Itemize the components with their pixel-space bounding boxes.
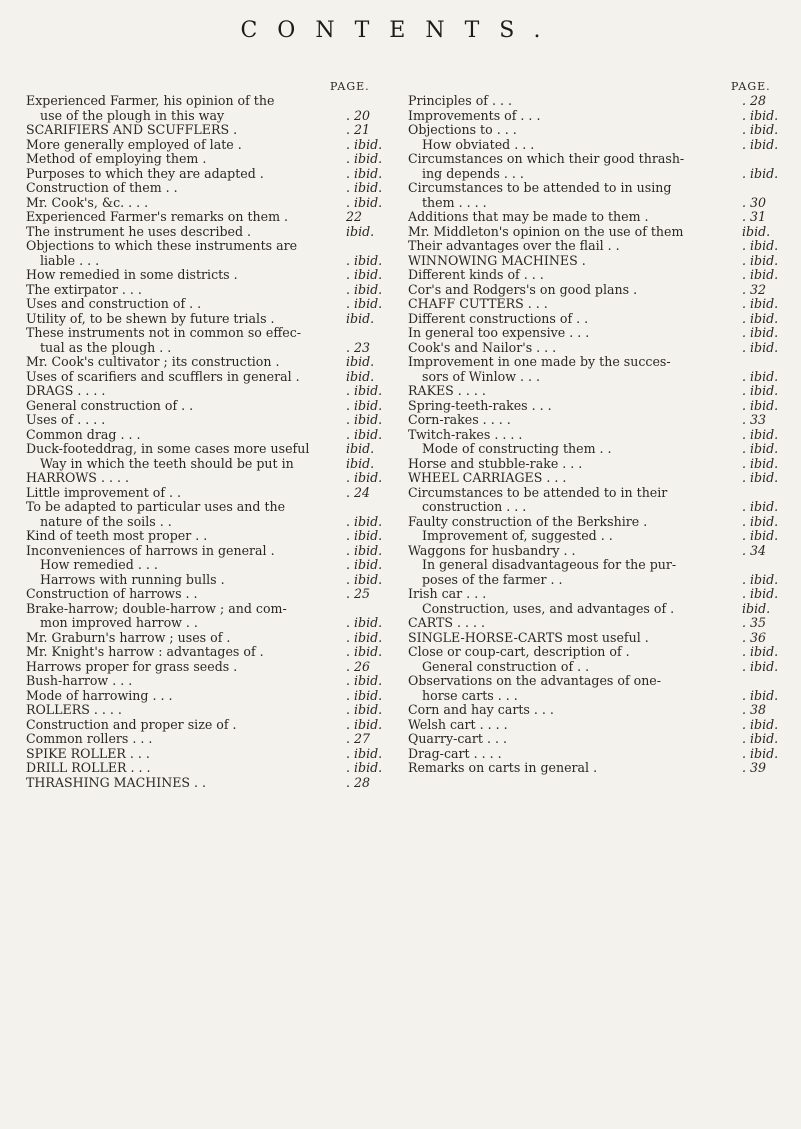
toc-entry bbox=[408, 310, 779, 327]
toc-entry-title: CHAFF CUTTERS . . . bbox=[408, 296, 548, 311]
toc-entry bbox=[26, 397, 383, 414]
toc-entry-title: How remedied . . . bbox=[40, 557, 158, 572]
toc-entry-page: . ibid. bbox=[742, 455, 779, 471]
toc-entry bbox=[26, 702, 383, 718]
toc-entry bbox=[26, 571, 383, 588]
toc-entry bbox=[26, 732, 380, 747]
toc-entry-page: . ibid. bbox=[742, 383, 779, 398]
toc-entry-page: . 39 bbox=[742, 760, 767, 775]
toc-entry bbox=[26, 355, 380, 370]
toc-entry-title: Uses of scarifiers and scufflers in general . bbox=[26, 368, 300, 384]
toc-entry-title: Drag-cart . . . . bbox=[408, 745, 502, 761]
toc-entry-page: . ibid. bbox=[742, 658, 779, 674]
toc-entry-page: . ibid. bbox=[742, 252, 779, 268]
toc-entry bbox=[26, 513, 383, 530]
toc-entry bbox=[26, 760, 383, 776]
toc-entry-title: Twitch-rakes . . . . bbox=[408, 426, 523, 442]
toc-entry-title: More generally employed of late . bbox=[26, 136, 242, 152]
toc-entry-title: CARTS . . . . bbox=[408, 615, 486, 630]
toc-entry-title: nature of the soils . . bbox=[40, 513, 172, 529]
toc-entry bbox=[26, 180, 383, 196]
toc-entry-title: SCARIFIERS AND SCUFFLERS . bbox=[26, 122, 238, 137]
toc-entry-title: Mr. Cook's, &c. . . . bbox=[26, 194, 149, 210]
toc-entry-title: Waggons for husbandry . . bbox=[408, 542, 576, 558]
toc-entry-title: Additions that may be made to them . bbox=[408, 209, 649, 224]
toc-entry-page: . 33 bbox=[742, 412, 767, 427]
toc-entry bbox=[26, 644, 383, 660]
toc-entry-page: . 24 bbox=[346, 484, 371, 500]
toc-entry-title: Inconveniences of harrows in general . bbox=[26, 542, 275, 558]
toc-entry-title: Experienced Farmer, his opinion of the bbox=[26, 93, 275, 108]
toc-entry-title: THRASHING MACHINES . . bbox=[26, 774, 207, 790]
toc-entry-page: . ibid. bbox=[346, 542, 383, 558]
toc-entry-title: SINGLE-HORSE-CARTS most useful . bbox=[408, 629, 649, 645]
toc-entry bbox=[26, 542, 383, 559]
toc-entry-title: HARROWS . . . . bbox=[26, 470, 129, 485]
toc-entry-title: Construction and proper size of . bbox=[26, 716, 237, 732]
toc-entry bbox=[408, 745, 779, 762]
toc-entry-page: . ibid. bbox=[346, 716, 383, 732]
toc-entry bbox=[26, 776, 380, 791]
toc-entry bbox=[408, 325, 779, 341]
toc-entry-page: . 36 bbox=[742, 629, 767, 645]
toc-entry-page: . ibid. bbox=[346, 194, 383, 210]
toc-entry bbox=[408, 296, 779, 312]
right-column bbox=[408, 93, 779, 776]
toc-entry-title: WHEEL CARRIAGES . . . bbox=[408, 470, 567, 485]
toc-entry-page: . ibid. bbox=[346, 629, 383, 645]
toc-entry-title: Corn-rakes . . . . bbox=[408, 412, 511, 427]
toc-entry-title: Remarks on carts in general . bbox=[408, 760, 598, 775]
toc-entry bbox=[26, 326, 380, 341]
toc-entry bbox=[408, 368, 779, 385]
toc-entry-title: poses of the farmer . . bbox=[422, 571, 563, 587]
toc-entry-title: Harrows with running bulls . bbox=[40, 571, 225, 587]
toc-entry-title: Construction of them . . bbox=[26, 180, 178, 195]
toc-entry-page: ibid. bbox=[346, 441, 375, 456]
toc-entry-title: Uses of . . . . bbox=[26, 412, 106, 427]
toc-entry-page: ibid. bbox=[346, 310, 375, 326]
toc-entry bbox=[26, 312, 380, 327]
toc-entry bbox=[408, 181, 776, 196]
toc-entry bbox=[408, 283, 776, 298]
toc-entry bbox=[26, 745, 383, 762]
toc-entry bbox=[408, 94, 776, 109]
toc-entry-title: Experienced Farmer's remarks on them . bbox=[26, 209, 289, 224]
toc-entry-page: . ibid. bbox=[742, 426, 779, 442]
toc-entry-title: Kind of teeth most proper . . bbox=[26, 528, 208, 543]
toc-entry bbox=[408, 165, 779, 182]
toc-entry bbox=[408, 107, 779, 124]
left-page-label: PAGE. bbox=[330, 80, 370, 93]
toc-entry-title: Improvement in one made by the succes- bbox=[408, 354, 671, 369]
toc-entry-title: RAKES . . . . bbox=[408, 383, 486, 398]
toc-entry-title: Utility of, to be shewn by future trials . bbox=[26, 310, 275, 326]
toc-entry bbox=[408, 761, 776, 776]
toc-entry-title: Corn and hay carts . . . bbox=[408, 702, 554, 717]
toc-entry bbox=[26, 94, 380, 109]
toc-entry-title: Objections to which these instruments are bbox=[26, 238, 298, 253]
toc-entry bbox=[26, 296, 383, 312]
toc-entry-title: liable . . . bbox=[40, 252, 100, 268]
toc-entry bbox=[408, 426, 779, 443]
toc-entry bbox=[408, 252, 779, 269]
toc-entry-title: Mr. Middleton's opinion on the use of them bbox=[408, 223, 684, 239]
contents-heading: CONTENTS. bbox=[240, 18, 561, 43]
right-page-label: PAGE. bbox=[731, 80, 771, 93]
toc-entry bbox=[408, 571, 779, 588]
toc-entry-page: . ibid. bbox=[346, 412, 383, 427]
toc-entry-title: Harrows proper for grass seeds . bbox=[26, 658, 238, 674]
toc-entry bbox=[408, 122, 779, 138]
toc-entry-title: Different constructions of . . bbox=[408, 310, 589, 326]
toc-entry-title: ROLLERS . . . . bbox=[26, 702, 122, 717]
toc-entry bbox=[408, 616, 776, 631]
toc-entry-title: ing depends . . . bbox=[422, 165, 524, 181]
toc-entry bbox=[26, 528, 383, 544]
toc-entry-page: . ibid. bbox=[346, 513, 383, 529]
toc-entry bbox=[26, 194, 383, 211]
toc-entry-title: To be adapted to particular uses and the bbox=[26, 499, 286, 514]
toc-entry-title: Quarry-cart . . . bbox=[408, 731, 508, 746]
toc-entry-title: DRILL ROLLER . . . bbox=[26, 760, 151, 775]
toc-entry-page: . ibid. bbox=[346, 165, 383, 181]
toc-entry-page: . ibid. bbox=[742, 368, 779, 384]
toc-entry-title: horse carts . . . bbox=[422, 687, 518, 703]
toc-entry-title: Little improvement of . . bbox=[26, 484, 182, 500]
toc-entry bbox=[26, 165, 383, 182]
toc-entry bbox=[26, 629, 383, 646]
toc-entry-title: Circumstances to be attended to in using bbox=[408, 180, 672, 195]
toc-entry bbox=[408, 486, 776, 501]
toc-entry-page: . ibid. bbox=[346, 383, 383, 398]
toc-entry-page: . ibid. bbox=[742, 310, 779, 326]
toc-entry-title: Method of employing them . bbox=[26, 151, 207, 166]
toc-entry bbox=[26, 557, 383, 573]
toc-entry-title: use of the plough in this way bbox=[40, 107, 225, 123]
toc-entry bbox=[26, 457, 380, 472]
toc-entry bbox=[26, 673, 383, 689]
toc-entry bbox=[26, 412, 383, 428]
toc-entry-title: Principles of . . . bbox=[408, 93, 512, 108]
toc-entry bbox=[408, 687, 779, 704]
toc-entry bbox=[408, 631, 776, 646]
toc-entry-page: ibid. bbox=[742, 600, 771, 616]
toc-entry-page: . ibid. bbox=[346, 296, 383, 311]
toc-entry-page: . ibid. bbox=[742, 644, 779, 659]
toc-entry-page: . 26 bbox=[346, 658, 371, 674]
toc-entry-title: General construction of . . bbox=[26, 397, 194, 413]
toc-entry bbox=[26, 239, 380, 254]
toc-entry-title: Purposes to which they are adapted . bbox=[26, 165, 264, 181]
toc-entry-title: Objections to . . . bbox=[408, 122, 517, 137]
toc-entry-page: . ibid. bbox=[742, 470, 779, 485]
toc-entry-page: . ibid. bbox=[346, 397, 383, 413]
toc-entry-page: . ibid. bbox=[346, 557, 383, 572]
toc-entry-title: How obviated . . . bbox=[422, 136, 535, 152]
toc-entry bbox=[26, 716, 383, 733]
toc-entry bbox=[26, 252, 383, 269]
toc-entry-title: Common rollers . . . bbox=[26, 731, 153, 746]
toc-entry bbox=[408, 674, 776, 689]
toc-entry-page: . ibid. bbox=[346, 180, 383, 195]
toc-entry-page: . 32 bbox=[742, 281, 767, 297]
toc-entry-page: . ibid. bbox=[346, 702, 383, 717]
toc-entry-title: Construction, uses, and advantages of . bbox=[422, 600, 675, 616]
toc-entry bbox=[408, 586, 779, 602]
toc-entry-page: . ibid. bbox=[742, 731, 779, 746]
toc-entry-title: Mr. Cook's cultivator ; its construction . bbox=[26, 354, 280, 369]
toc-entry-page: . 34 bbox=[742, 542, 767, 558]
toc-entry bbox=[408, 267, 779, 283]
toc-entry bbox=[26, 687, 383, 704]
toc-entry bbox=[26, 123, 380, 138]
toc-entry-title: Construction of harrows . . bbox=[26, 586, 198, 601]
toc-entry bbox=[408, 499, 779, 515]
toc-entry-page: . ibid. bbox=[742, 122, 779, 137]
toc-entry bbox=[26, 426, 383, 443]
toc-entry-page: . ibid. bbox=[742, 745, 779, 761]
toc-entry bbox=[26, 660, 380, 675]
toc-entry bbox=[408, 470, 779, 486]
toc-entry bbox=[408, 703, 776, 718]
toc-entry-title: Cor's and Rodgers's on good plans . bbox=[408, 281, 638, 297]
toc-entry-title: The extirpator . . . bbox=[26, 281, 142, 297]
toc-entry-page: . ibid. bbox=[742, 397, 779, 413]
toc-entry-page: . ibid. bbox=[346, 760, 383, 775]
toc-entry-page: . ibid. bbox=[742, 513, 779, 529]
toc-entry bbox=[26, 383, 383, 399]
toc-entry-page: . ibid. bbox=[346, 281, 383, 297]
toc-entry bbox=[408, 441, 779, 457]
toc-entry-title: Observations on the advantages of one- bbox=[408, 673, 662, 688]
toc-entry-title: Common drag . . . bbox=[26, 426, 141, 442]
toc-entry-page: . ibid. bbox=[346, 615, 383, 630]
toc-entry-page: . ibid. bbox=[742, 528, 779, 543]
toc-entry bbox=[26, 370, 380, 385]
toc-entry bbox=[26, 500, 380, 515]
toc-entry-page: . ibid. bbox=[346, 687, 383, 703]
toc-entry bbox=[26, 341, 380, 356]
toc-entry bbox=[26, 615, 383, 631]
toc-entry-page: . 30 bbox=[742, 194, 767, 210]
toc-entry bbox=[408, 602, 776, 617]
toc-entry-page: . ibid. bbox=[742, 325, 779, 340]
toc-entry bbox=[408, 455, 779, 472]
toc-entry-title: Spring-teeth-rakes . . . bbox=[408, 397, 552, 413]
toc-entry bbox=[26, 109, 380, 124]
toc-entry bbox=[408, 644, 779, 660]
toc-entry-page: . ibid. bbox=[742, 716, 779, 732]
toc-entry bbox=[408, 152, 776, 167]
toc-entry-title: Cook's and Nailor's . . . bbox=[408, 339, 557, 355]
toc-entry-title: Uses and construction of . . bbox=[26, 296, 202, 311]
toc-entry-page: . 21 bbox=[346, 122, 371, 137]
toc-entry-title: Bush-harrow . . . bbox=[26, 673, 133, 688]
toc-entry-page: . ibid. bbox=[346, 151, 383, 166]
toc-entry-title: Faulty construction of the Berkshire . bbox=[408, 513, 648, 529]
toc-entry-page: ibid. bbox=[346, 354, 375, 369]
toc-entry-page: ibid. bbox=[346, 223, 375, 239]
toc-entry-page: . ibid. bbox=[346, 528, 383, 543]
toc-entry-page: . ibid. bbox=[346, 252, 383, 268]
toc-entry-title: In general too expensive . . . bbox=[408, 325, 590, 340]
toc-entry bbox=[26, 151, 383, 167]
toc-entry-title: SPIKE ROLLER . . . bbox=[26, 745, 150, 761]
toc-entry-page: . ibid. bbox=[742, 165, 779, 181]
toc-entry-page: . 31 bbox=[742, 209, 767, 224]
toc-entry-page: . 25 bbox=[346, 586, 371, 601]
toc-entry-title: Mode of harrowing . . . bbox=[26, 687, 173, 703]
toc-entry-page: . 28 bbox=[346, 774, 371, 790]
toc-entry-page: . 35 bbox=[742, 615, 767, 630]
toc-entry bbox=[26, 267, 383, 283]
toc-entry bbox=[408, 544, 776, 559]
toc-entry bbox=[26, 602, 380, 617]
toc-entry-page: . ibid. bbox=[346, 426, 383, 442]
toc-entry-title: Circumstances on which their good thrash- bbox=[408, 151, 685, 166]
toc-entry-title: tual as the plough . . bbox=[40, 339, 172, 355]
toc-entry-title: How remedied in some districts . bbox=[26, 267, 238, 282]
toc-entry-title: Circumstances to be attended to in their bbox=[408, 484, 668, 500]
toc-entry-page: . ibid. bbox=[346, 673, 383, 688]
toc-entry bbox=[408, 413, 776, 428]
toc-entry bbox=[408, 383, 779, 399]
toc-entry-page: . ibid. bbox=[742, 499, 779, 514]
toc-entry bbox=[408, 339, 779, 356]
toc-entry-title: Irish car . . . bbox=[408, 586, 487, 601]
toc-entry-title: DRAGS . . . . bbox=[26, 383, 106, 398]
toc-entry bbox=[408, 528, 779, 544]
toc-entry-title: Improvements of . . . bbox=[408, 107, 541, 123]
toc-entry bbox=[26, 470, 383, 486]
toc-entry bbox=[408, 196, 776, 211]
toc-entry-page: . ibid. bbox=[742, 586, 779, 601]
toc-entry-title: Brake-harrow; double-harrow ; and com- bbox=[26, 600, 287, 616]
toc-entry-page: . 28 bbox=[742, 93, 767, 108]
toc-entry-title: WINNOWING MACHINES . bbox=[408, 252, 586, 268]
toc-entry-title: Close or coup-cart, description of . bbox=[408, 644, 630, 659]
toc-entry-title: In general disadvantageous for the pur- bbox=[422, 557, 677, 572]
toc-entry bbox=[408, 225, 776, 240]
toc-entry-title: Mode of constructing them . . bbox=[422, 441, 612, 456]
toc-entry bbox=[408, 210, 776, 225]
toc-entry bbox=[408, 397, 779, 414]
toc-entry-title: Mr. Graburn's harrow ; uses of . bbox=[26, 629, 231, 645]
toc-entry bbox=[408, 136, 779, 153]
toc-entry bbox=[26, 210, 380, 225]
toc-entry-title: Improvement of, suggested . . bbox=[422, 528, 613, 543]
toc-entry-page: . ibid. bbox=[742, 687, 779, 703]
toc-entry-page: ibid. bbox=[346, 455, 375, 471]
toc-entry bbox=[26, 442, 380, 457]
toc-entry bbox=[26, 136, 383, 153]
toc-entry bbox=[26, 281, 383, 298]
toc-entry-page: . 38 bbox=[742, 702, 767, 717]
toc-entry-title: Mr. Knight's harrow : advantages of . bbox=[26, 644, 264, 659]
toc-entry bbox=[408, 558, 776, 573]
toc-entry-page: . 27 bbox=[346, 731, 371, 746]
toc-entry-page: . ibid. bbox=[742, 296, 779, 311]
toc-entry bbox=[408, 731, 779, 747]
toc-entry-page: ibid. bbox=[346, 368, 375, 384]
toc-entry-page: . ibid. bbox=[742, 238, 779, 253]
toc-entry bbox=[408, 716, 779, 733]
toc-entry-title: Duck-footeddrag, in some cases more useful bbox=[26, 441, 310, 456]
toc-entry-page: . 20 bbox=[346, 107, 371, 123]
toc-entry-page: . ibid. bbox=[346, 470, 383, 485]
toc-entry-title: Welsh cart . . . . bbox=[408, 716, 508, 732]
toc-entry-title: construction . . . bbox=[422, 499, 527, 514]
toc-entry-page: . ibid. bbox=[742, 339, 779, 355]
toc-entry bbox=[408, 513, 779, 530]
toc-entry-page: . ibid. bbox=[742, 136, 779, 152]
toc-entry-page: . ibid. bbox=[742, 441, 779, 456]
toc-entry-title: Different kinds of . . . bbox=[408, 267, 544, 282]
toc-entry-title: Their advantages over the flail . . bbox=[408, 238, 620, 253]
toc-entry-title: General construction of . . bbox=[422, 658, 590, 674]
toc-entry-page: ibid. bbox=[742, 223, 771, 239]
toc-entry-page: . ibid. bbox=[346, 644, 383, 659]
toc-entry-title: The instrument he uses described . bbox=[26, 223, 252, 239]
toc-entry bbox=[408, 238, 779, 254]
toc-entry-title: them . . . . bbox=[422, 194, 487, 210]
toc-entry-page: . 23 bbox=[346, 339, 371, 355]
toc-entry bbox=[408, 355, 776, 370]
toc-entry-page: . ibid. bbox=[346, 745, 383, 761]
toc-entry-page: . ibid. bbox=[346, 267, 383, 282]
toc-entry bbox=[26, 587, 380, 602]
toc-entry-page: . ibid. bbox=[742, 571, 779, 587]
toc-entry-page: 22 bbox=[346, 209, 363, 224]
toc-entry-page: . ibid. bbox=[742, 267, 779, 282]
toc-entry-page: . ibid. bbox=[346, 136, 383, 152]
toc-entry-page: . ibid. bbox=[742, 107, 779, 123]
toc-entry-page: . ibid. bbox=[346, 571, 383, 587]
toc-entry-title: Way in which the teeth should be put in bbox=[40, 455, 294, 471]
toc-entry-title: mon improved harrow . . bbox=[40, 615, 198, 630]
toc-entry-title: Horse and stubble-rake . . . bbox=[408, 455, 583, 471]
toc-entry bbox=[26, 225, 380, 240]
toc-entry bbox=[26, 486, 380, 501]
toc-entry-title: sors of Winlow . . . bbox=[422, 368, 541, 384]
toc-entry-title: These instruments not in common so effec- bbox=[26, 325, 302, 340]
toc-entry bbox=[408, 658, 779, 675]
left-column bbox=[26, 93, 383, 790]
